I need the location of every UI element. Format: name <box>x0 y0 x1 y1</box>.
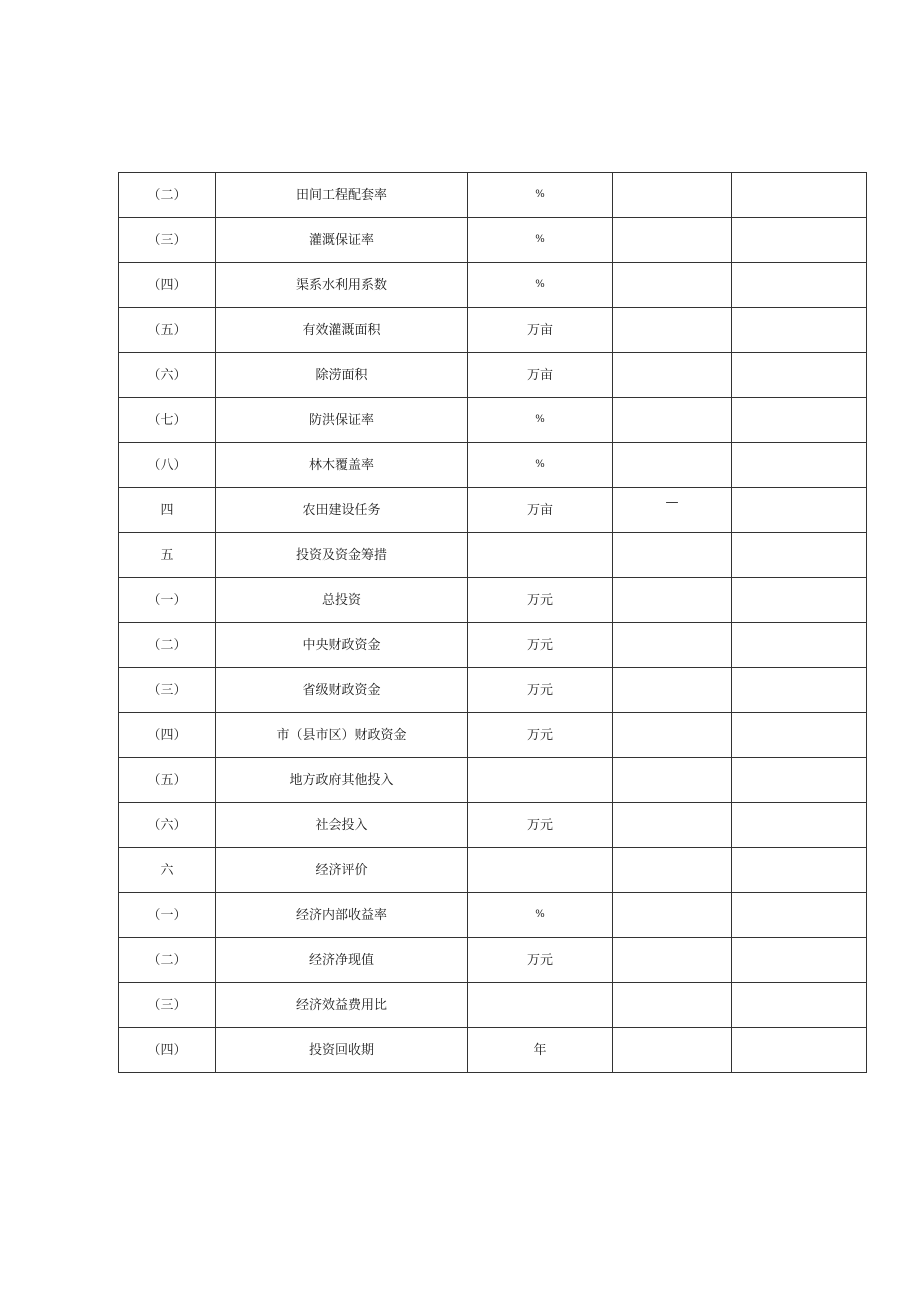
indicator-name-cell: 林木覆盖率 <box>216 443 468 488</box>
value-cell-2 <box>732 533 867 578</box>
indicator-name-cell: 渠系水利用系数 <box>216 263 468 308</box>
table-row <box>119 578 867 623</box>
value-cell-1 <box>613 173 732 218</box>
row-number-cell: （三） <box>119 218 216 263</box>
unit-cell: 万元 <box>468 803 613 848</box>
row-number-cell: （四） <box>119 1028 216 1073</box>
row-number-cell: 五 <box>119 533 216 578</box>
value-cell-2 <box>732 218 867 263</box>
row-number-cell: （一） <box>119 578 216 623</box>
value-cell-2 <box>732 758 867 803</box>
row-number-cell: （六） <box>119 353 216 398</box>
table-row <box>119 1028 867 1073</box>
indicator-name-cell: 除涝面积 <box>216 353 468 398</box>
unit-cell: 万亩 <box>468 488 613 533</box>
value-cell-1 <box>613 353 732 398</box>
unit-cell: % <box>468 173 613 218</box>
value-cell-2 <box>732 848 867 893</box>
unit-cell: % <box>468 218 613 263</box>
value-cell-2 <box>732 443 867 488</box>
row-number-cell: （八） <box>119 443 216 488</box>
table-row <box>119 263 867 308</box>
indicator-name-cell: 灌溉保证率 <box>216 218 468 263</box>
value-cell-2 <box>732 173 867 218</box>
table-row <box>119 308 867 353</box>
indicator-table <box>118 172 867 1073</box>
indicator-name-cell: 中央财政资金 <box>216 623 468 668</box>
table-row <box>119 713 867 758</box>
value-cell-2 <box>732 983 867 1028</box>
indicator-name-cell: 经济效益费用比 <box>216 983 468 1028</box>
indicator-name-cell: 田间工程配套率 <box>216 173 468 218</box>
value-cell-1 <box>613 758 732 803</box>
indicator-name-cell: 投资回收期 <box>216 1028 468 1073</box>
value-cell-1 <box>613 308 732 353</box>
value-cell-1 <box>613 1028 732 1073</box>
value-cell-1 <box>613 848 732 893</box>
unit-cell: 万元 <box>468 713 613 758</box>
table-row <box>119 758 867 803</box>
row-number-cell: （二） <box>119 173 216 218</box>
value-cell-2 <box>732 938 867 983</box>
table-row <box>119 533 867 578</box>
table-row <box>119 938 867 983</box>
value-cell-1 <box>613 218 732 263</box>
value-cell-2 <box>732 668 867 713</box>
indicator-name-cell: 经济净现值 <box>216 938 468 983</box>
unit-cell: % <box>468 398 613 443</box>
row-number-cell: （五） <box>119 758 216 803</box>
row-number-cell: （三） <box>119 668 216 713</box>
value-cell-1 <box>613 893 732 938</box>
unit-cell <box>468 758 613 803</box>
unit-cell <box>468 848 613 893</box>
value-cell-2 <box>732 578 867 623</box>
table-body <box>119 173 867 1073</box>
value-cell-2 <box>732 263 867 308</box>
table-row <box>119 803 867 848</box>
row-number-cell: （四） <box>119 263 216 308</box>
table-row <box>119 623 867 668</box>
row-number-cell: （六） <box>119 803 216 848</box>
value-cell-1 <box>613 623 732 668</box>
unit-cell: 万元 <box>468 623 613 668</box>
value-cell-1 <box>613 443 732 488</box>
dash-mark: — <box>665 494 679 510</box>
table-row <box>119 398 867 443</box>
unit-cell: 万元 <box>468 578 613 623</box>
row-number-cell: （二） <box>119 623 216 668</box>
row-number-cell: 四 <box>119 488 216 533</box>
value-cell-2 <box>732 893 867 938</box>
value-cell-1 <box>613 488 732 533</box>
table-row <box>119 443 867 488</box>
unit-cell: % <box>468 263 613 308</box>
value-cell-2 <box>732 353 867 398</box>
indicator-name-cell: 总投资 <box>216 578 468 623</box>
value-cell-1 <box>613 263 732 308</box>
indicator-name-cell: 投资及资金筹措 <box>216 533 468 578</box>
table-row <box>119 668 867 713</box>
row-number-cell: （四） <box>119 713 216 758</box>
indicator-name-cell: 农田建设任务 <box>216 488 468 533</box>
unit-cell: 万元 <box>468 938 613 983</box>
value-cell-2 <box>732 308 867 353</box>
value-cell-1 <box>613 713 732 758</box>
indicator-name-cell: 经济评价 <box>216 848 468 893</box>
unit-cell: 万元 <box>468 668 613 713</box>
value-cell-1 <box>613 533 732 578</box>
value-cell-1 <box>613 938 732 983</box>
table-row <box>119 218 867 263</box>
table-row <box>119 173 867 218</box>
value-cell-2 <box>732 398 867 443</box>
unit-cell <box>468 983 613 1028</box>
row-number-cell: （七） <box>119 398 216 443</box>
indicator-table-container <box>118 172 863 1073</box>
value-cell-1 <box>613 578 732 623</box>
value-cell-2 <box>732 803 867 848</box>
value-cell-1 <box>613 983 732 1028</box>
table-row <box>119 488 867 533</box>
value-cell-2 <box>732 713 867 758</box>
value-cell-2 <box>732 623 867 668</box>
indicator-name-cell: 有效灌溉面积 <box>216 308 468 353</box>
table-row <box>119 848 867 893</box>
unit-cell: 万亩 <box>468 353 613 398</box>
indicator-name-cell: 社会投入 <box>216 803 468 848</box>
row-number-cell: （一） <box>119 893 216 938</box>
row-number-cell: 六 <box>119 848 216 893</box>
indicator-name-cell: 省级财政资金 <box>216 668 468 713</box>
unit-cell: % <box>468 893 613 938</box>
indicator-name-cell: 经济内部收益率 <box>216 893 468 938</box>
row-number-cell: （五） <box>119 308 216 353</box>
row-number-cell: （二） <box>119 938 216 983</box>
unit-cell: 万亩 <box>468 308 613 353</box>
row-number-cell: （三） <box>119 983 216 1028</box>
unit-cell <box>468 533 613 578</box>
table-row <box>119 983 867 1028</box>
value-cell-2 <box>732 488 867 533</box>
unit-cell: % <box>468 443 613 488</box>
indicator-name-cell: 防洪保证率 <box>216 398 468 443</box>
value-cell-2 <box>732 1028 867 1073</box>
indicator-name-cell: 地方政府其他投入 <box>216 758 468 803</box>
indicator-name-cell: 市（县市区）财政资金 <box>216 713 468 758</box>
value-cell-1 <box>613 668 732 713</box>
value-cell-1 <box>613 398 732 443</box>
unit-cell: 年 <box>468 1028 613 1073</box>
value-cell-1 <box>613 803 732 848</box>
table-row <box>119 893 867 938</box>
table-row <box>119 353 867 398</box>
